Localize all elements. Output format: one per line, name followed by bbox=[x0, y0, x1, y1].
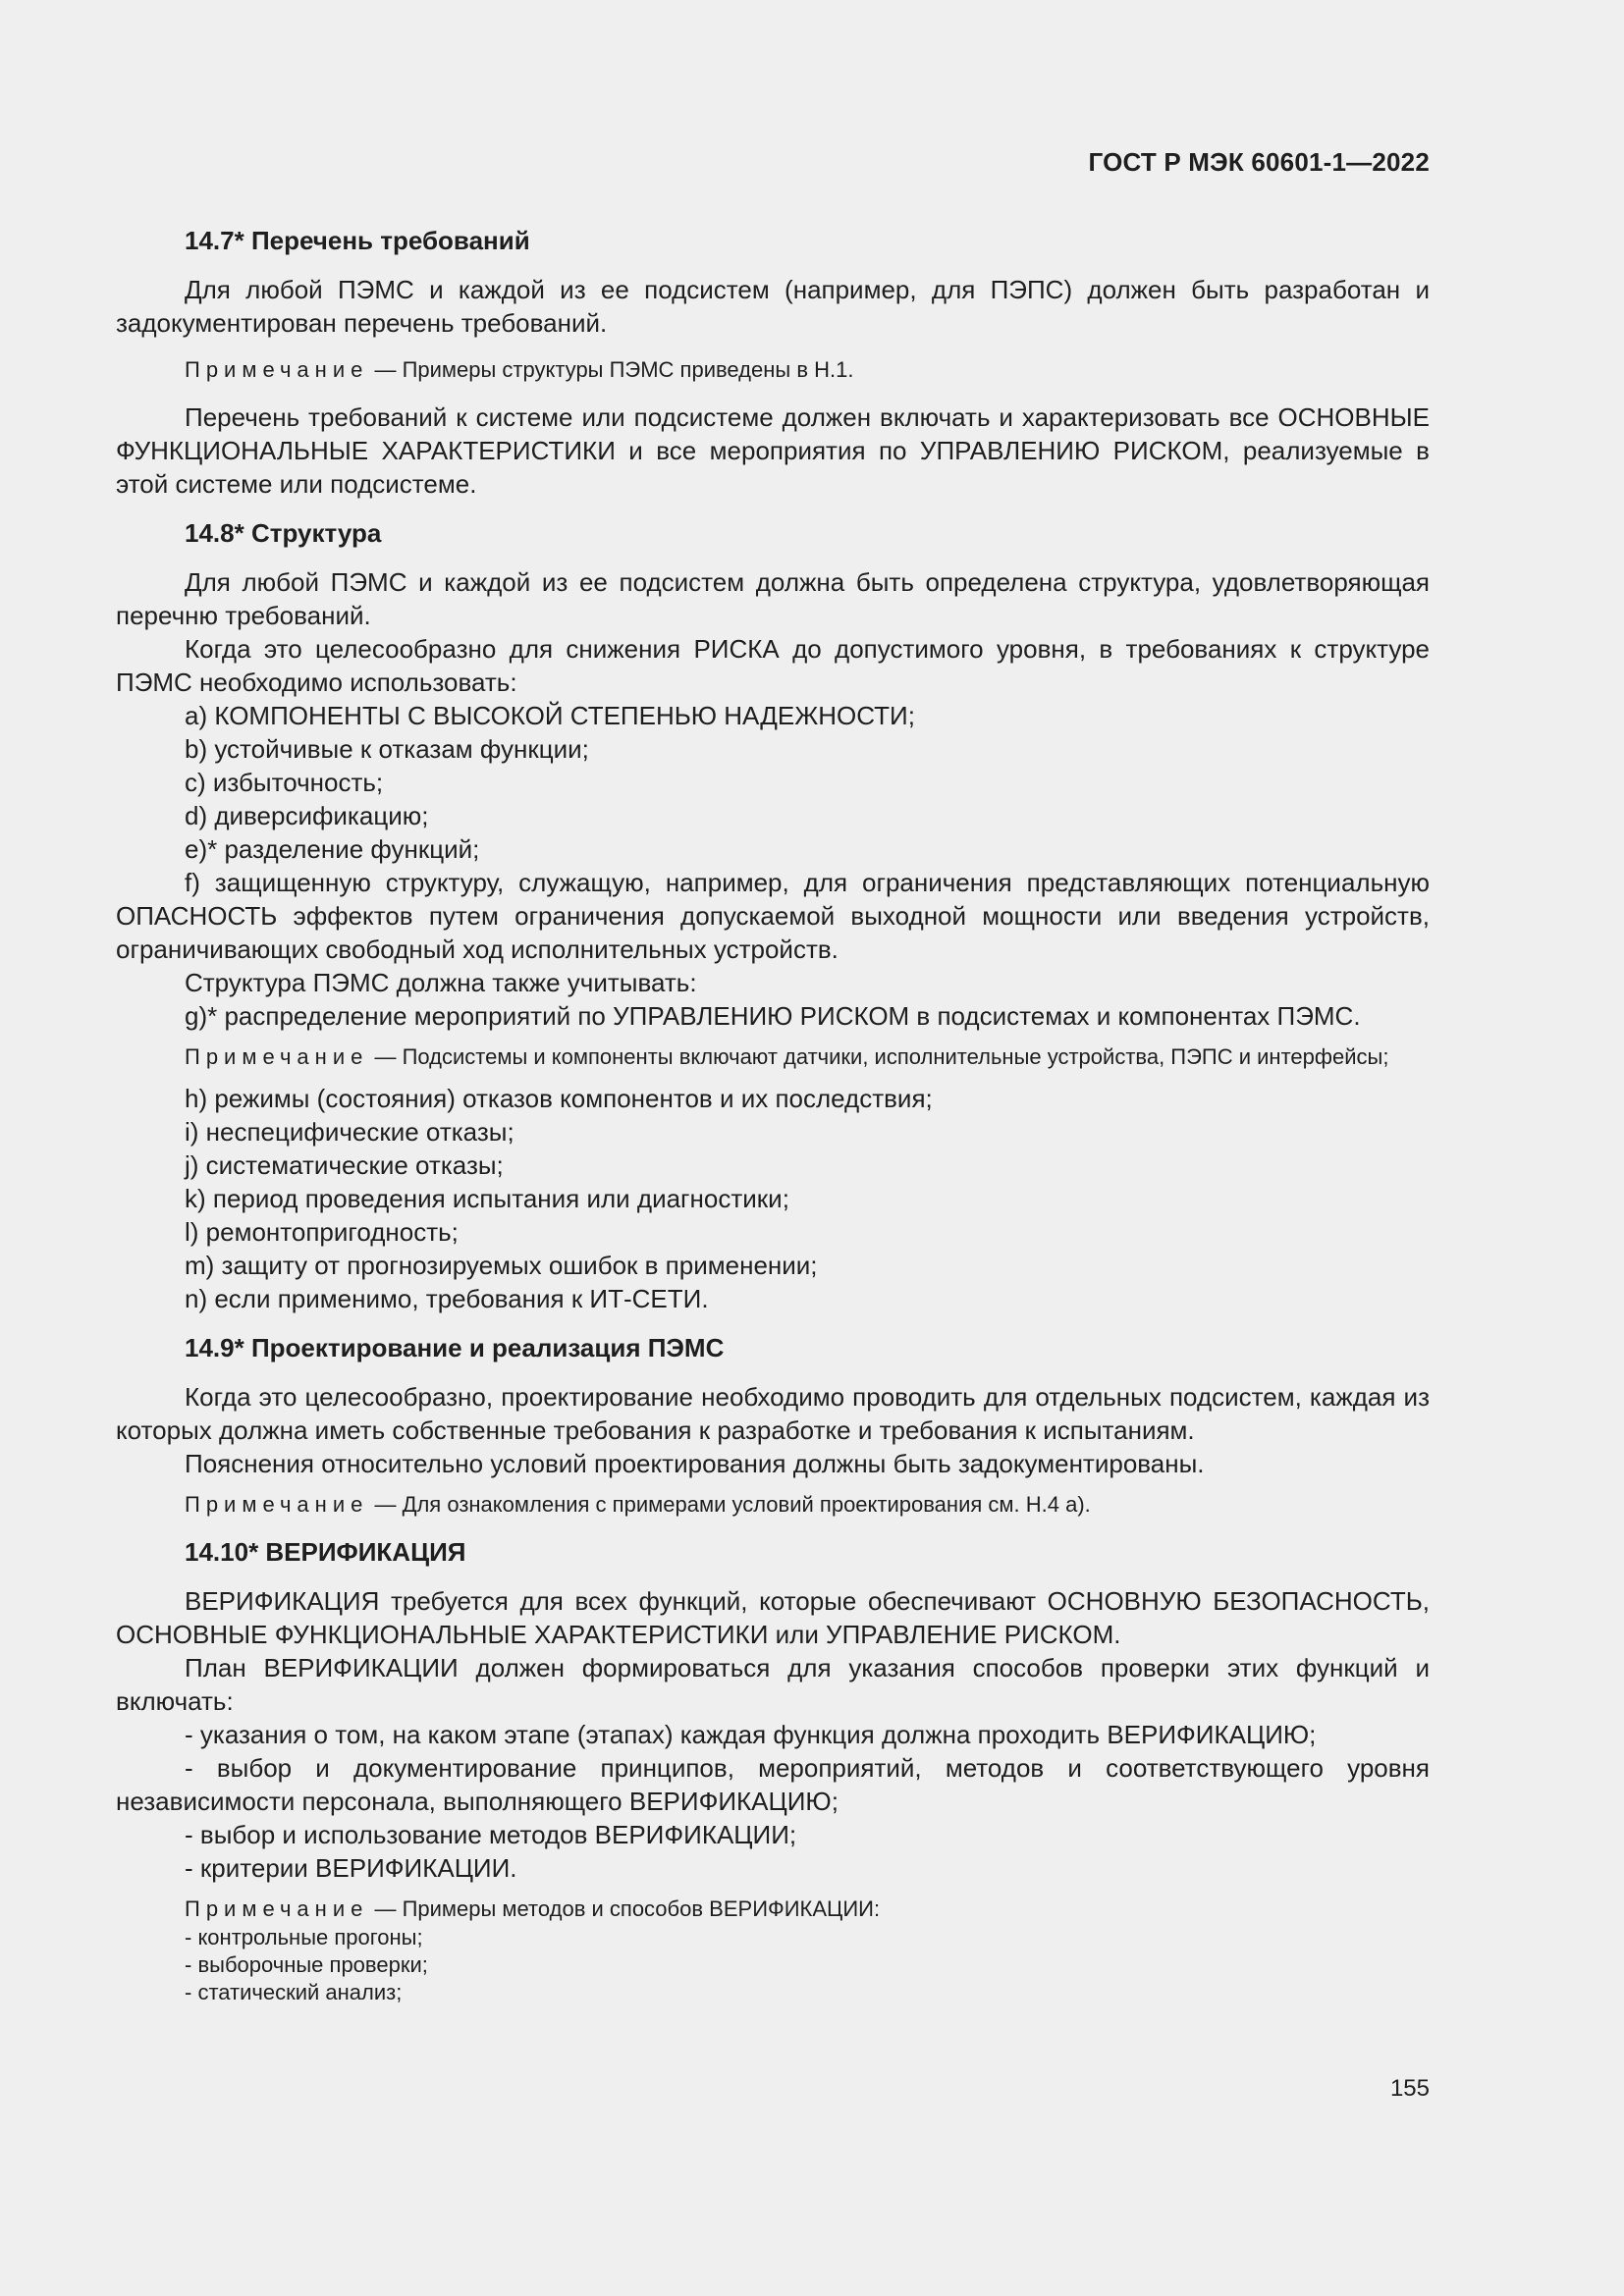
list-item: a) КОМПОНЕНТЫ С ВЫСОКОЙ СТЕПЕНЬЮ НАДЕЖНОСТИ; bbox=[185, 701, 915, 730]
section-14-10-heading: 14.10* ВЕРИФИКАЦИЯ bbox=[185, 1537, 466, 1567]
list-item: - выбор и документирование принципов, мероприятий, методов и соответствующего уровня независимости персонала, выполняющего ВЕРИФИКАЦИЮ; bbox=[116, 1753, 1430, 1816]
note-label: Примечание bbox=[185, 1044, 369, 1069]
list-item: j) систематические отказы; bbox=[185, 1150, 504, 1180]
list-item: m) защиту от прогнозируемых ошибок в применении; bbox=[185, 1251, 818, 1280]
paragraph: Для любой ПЭМС и каждой из ее подсистем (например, для ПЭПС) должен быть разработан и задокументирован перечень требований. bbox=[116, 275, 1430, 338]
page-content bbox=[116, 224, 1430, 2006]
list-item: f) защищенную структуру, служащую, например, для ограничения представляющих потенциальную ОПАСНОСТЬ эффектов путем ограничения допускаемой выходной мощности или введения устройств, ограничивающих свободный ход исполнительных устройств. bbox=[116, 868, 1430, 964]
note bbox=[116, 355, 1430, 385]
paragraph: Для любой ПЭМС и каждой из ее подсистем должна быть определена структура, удовлетворяющая перечню требований. bbox=[116, 567, 1430, 630]
list-item: h) режимы (состояния) отказов компонентов и их последствия; bbox=[185, 1084, 933, 1113]
note-list-item: - контрольные прогоны; bbox=[185, 1925, 423, 1949]
list-item: l) ремонтопригодность; bbox=[185, 1217, 459, 1247]
paragraph: Когда это целесообразно, проектирование необходимо проводить для отдельных подсистем, каждая из которых должна иметь собственные требования к разработке и требования к испытаниям. bbox=[116, 1382, 1430, 1445]
paragraph: ВЕРИФИКАЦИЯ требуется для всех функций, которые обеспечивают ОСНОВНУЮ БЕЗОПАСНОСТЬ, ОСНОВНЫЕ ФУНКЦИОНАЛЬНЫЕ ХАРАКТЕРИСТИКИ или УПРАВЛЕНИЕ РИСКОМ. bbox=[116, 1586, 1430, 1649]
list-item: - выбор и использование методов ВЕРИФИКАЦИИ; bbox=[185, 1820, 797, 1849]
section-14-7-heading: 14.7* Перечень требований bbox=[185, 226, 530, 255]
paragraph: Перечень требований к системе или подсистеме должен включать и характеризовать все ОСНОВНЫЕ ФУНКЦИОНАЛЬНЫЕ ХАРАКТЕРИСТИКИ и все мероприятия по УПРАВЛЕНИЮ РИСКОМ, реализуемые в этой системе или подсистеме. bbox=[116, 402, 1430, 499]
paragraph: Когда это целесообразно для снижения РИСКА до допустимого уровня, в требованиях к структуре ПЭМС необходимо использовать: bbox=[116, 634, 1430, 697]
page-number: 155 bbox=[1389, 2075, 1430, 2102]
note bbox=[116, 1490, 1430, 1520]
section-14-8-heading: 14.8* Структура bbox=[185, 518, 382, 548]
note-list-item: - статический анализ; bbox=[185, 1980, 403, 2004]
list-item: d) диверсификацию; bbox=[185, 801, 429, 830]
note-text: — Подсистемы и компоненты включают датчики, исполнительные устройства, ПЭПС и интерфейсы; bbox=[368, 1044, 1389, 1069]
list-item: - указания о том, на каком этапе (этапах) каждая функция должна проходить ВЕРИФИКАЦИЮ; bbox=[185, 1720, 1317, 1749]
note-label: Примечание bbox=[185, 357, 369, 382]
list-item: e)* разделение функций; bbox=[185, 834, 480, 864]
list-item: g)* распределение мероприятий по УПРАВЛЕНИЮ РИСКОМ в подсистемах и компонентах ПЭМС. bbox=[185, 1001, 1361, 1031]
list-item: c) избыточность; bbox=[185, 768, 384, 797]
note-text: — Для ознакомления с примерами условий проектирования см. Н.4 а). bbox=[368, 1492, 1091, 1517]
note-label: Примечание bbox=[185, 1492, 369, 1517]
list-item: n) если применимо, требования к ИТ-СЕТИ. bbox=[185, 1284, 709, 1313]
note bbox=[116, 1895, 1430, 1924]
note-text: — Примеры методов и способов ВЕРИФИКАЦИИ: bbox=[368, 1896, 881, 1921]
paragraph: План ВЕРИФИКАЦИИ должен формироваться для указания способов проверки этих функций и включать: bbox=[116, 1653, 1430, 1716]
list-item: i) неспецифические отказы; bbox=[185, 1117, 514, 1147]
paragraph: Пояснения относительно условий проектирования должны быть задокументированы. bbox=[185, 1449, 1205, 1478]
list-item: - критерии ВЕРИФИКАЦИИ. bbox=[185, 1853, 517, 1883]
section-14-9-heading: 14.9* Проектирование и реализация ПЭМС bbox=[185, 1333, 725, 1362]
note-text: — Примеры структуры ПЭМС приведены в Н.1. bbox=[368, 357, 854, 382]
note-list-item: - выборочные проверки; bbox=[185, 1952, 428, 1977]
paragraph: Структура ПЭМС должна также учитывать: bbox=[185, 968, 697, 997]
document-code: ГОСТ Р МЭК 60601-1—2022 bbox=[1088, 147, 1430, 177]
list-item: b) устойчивые к отказам функции; bbox=[185, 734, 589, 764]
list-item: k) период проведения испытания или диагностики; bbox=[185, 1184, 789, 1213]
note-label: Примечание bbox=[185, 1896, 369, 1921]
note bbox=[116, 1042, 1430, 1072]
